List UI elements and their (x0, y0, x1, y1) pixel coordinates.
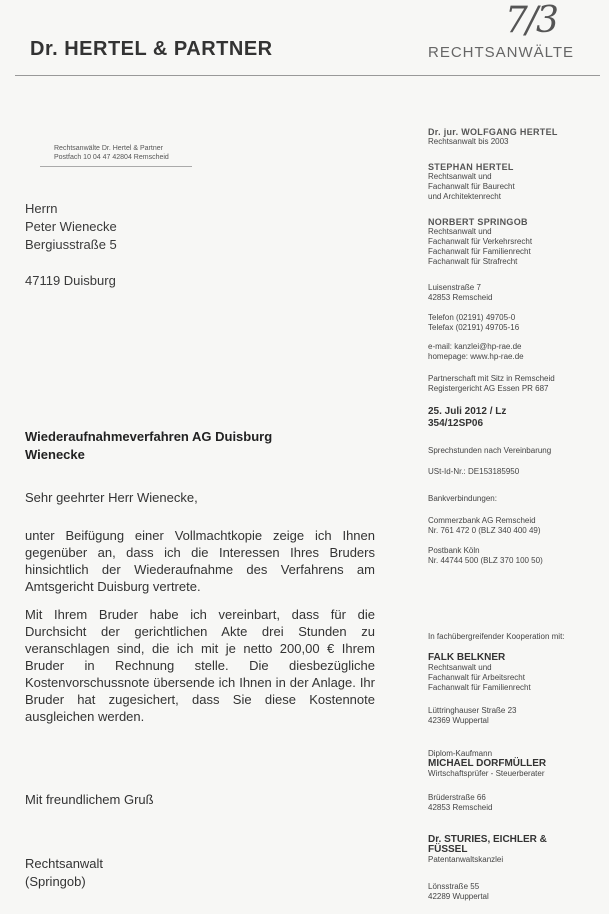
coop-1-line: Rechtsanwalt und (428, 663, 492, 672)
signer-name: (Springob) (25, 874, 86, 889)
cooperation-partner-1-address (428, 706, 517, 726)
sender-return-address (54, 144, 169, 162)
cooperation-partner-2 (428, 749, 546, 779)
partner-3-line: Fachanwalt für Strafrecht (428, 257, 518, 266)
handwritten-mark: 7/3 (505, 0, 557, 41)
cooperation-partner-3-address (428, 882, 489, 902)
body-paragraph-1: unter Beifügung einer Vollmachtkopie zeige ich Ihnen gegenüber an, dass ich die Interessen Ihres Bruders hinsichtlich der Wiederaufnahme des Verfahrens am Amtsgericht Duisburg vertrete. (25, 528, 375, 594)
cooperation-partner-1 (428, 653, 531, 693)
partnership-line-1: Partnerschaft mit Sitz in Remscheid (428, 374, 555, 383)
bank-2-number: Nr. 44744 500 (BLZ 370 100 50) (428, 556, 543, 565)
partner-1 (428, 127, 558, 147)
bank-2 (428, 546, 543, 566)
office-address (428, 283, 492, 303)
subject-line-1: Wiederaufnahmeverfahren AG Duisburg (25, 429, 273, 444)
recipient-address (25, 200, 117, 290)
letter-date: 25. Juli 2012 / Lz (428, 406, 507, 417)
bank-2-name: Postbank Köln (428, 546, 480, 555)
sender-divider (40, 166, 192, 167)
body-paragraph-2: Mit Ihrem Bruder habe ich vereinbart, dass für die Durchsicht der gerichtlichen Akte drei Stunden zu veranschlagen sind, die ich mit je netto 200,00 € Ihrem Bruder in Rechnung stelle. Die diesbezügliche Kostenvorschussnote übersende ich Ihnen in der Anlage. Ihr Bruder hat zugesichert, dass Sie diese Kostennote ausgleichen werden. (25, 607, 375, 724)
letter-subject (25, 428, 272, 464)
partner-2-line: Rechtsanwalt und (428, 172, 492, 181)
coop-1-name: FALK BELKNER (428, 652, 506, 663)
partner-1-name: Dr. jur. WOLFGANG HERTEL (428, 127, 558, 137)
contact-web (428, 342, 524, 362)
letter-closing: Mit freundlichem Gruß (25, 792, 154, 807)
coop-3-role: Patentanwaltskanzlei (428, 855, 504, 864)
coop-3-city: 42289 Wuppertal (428, 892, 489, 901)
office-street: Luisenstraße 7 (428, 283, 481, 292)
partnership-info (428, 374, 555, 394)
homepage: homepage: www.hp-rae.de (428, 352, 524, 361)
bank-1 (428, 516, 541, 536)
coop-2-city: 42853 Remscheid (428, 803, 493, 812)
coop-3-street: Lönsstraße 55 (428, 882, 480, 891)
partner-1-note: Rechtsanwalt bis 2003 (428, 137, 509, 146)
bank-1-number: Nr. 761 472 0 (BLZ 340 400 49) (428, 526, 541, 535)
coop-3-name-line-2: FÜSSEL (428, 844, 468, 855)
file-reference: 354/12SP06 (428, 418, 484, 429)
partner-2 (428, 162, 515, 202)
header-divider (15, 75, 600, 76)
cooperation-partner-2-address (428, 793, 492, 813)
email: e-mail: kanzlei@hp-rae.de (428, 342, 522, 351)
recipient-salutation-line: Herrn (25, 201, 58, 216)
firm-name: Dr. HERTEL & PARTNER (30, 38, 273, 60)
cooperation-partner-3 (428, 835, 547, 865)
phone: Telefon (02191) 49705-0 (428, 313, 516, 322)
sender-line-2: Postfach 10 04 47 42804 Remscheid (54, 154, 169, 161)
coop-2-street: Brüderstraße 66 (428, 793, 486, 802)
signer-title: Rechtsanwalt (25, 856, 104, 871)
cooperation-label: In fachübergreifender Kooperation mit: (428, 632, 565, 641)
partner-2-line: Fachanwalt für Baurecht (428, 182, 515, 191)
partner-2-name: STEPHAN HERTEL (428, 162, 514, 172)
partner-3-line: Rechtsanwalt und (428, 227, 492, 236)
coop-1-line: Fachanwalt für Arbeitsrecht (428, 673, 525, 682)
sender-line-1: Rechtsanwälte Dr. Hertel & Partner (54, 145, 163, 152)
firm-type: RECHTSANWÄLTE (428, 44, 575, 61)
recipient-street: Bergiusstraße 5 (25, 237, 117, 252)
office-city: 42853 Remscheid (428, 293, 493, 302)
partner-3-name: NORBERT SPRINGOB (428, 217, 528, 227)
coop-2-name: MICHAEL DORFMÜLLER (428, 758, 547, 769)
letter-salutation: Sehr geehrter Herr Wienecke, (25, 490, 198, 505)
recipient-city: 47119 Duisburg (25, 273, 116, 288)
partner-3 (428, 217, 532, 267)
partnership-line-2: Registergericht AG Essen PR 687 (428, 384, 549, 393)
office-hours: Sprechstunden nach Vereinbarung (428, 446, 552, 455)
coop-1-street: Lüttringhauser Straße 23 (428, 706, 517, 715)
partner-3-line: Fachanwalt für Familienrecht (428, 247, 531, 256)
partner-2-line: und Architektenrecht (428, 192, 501, 201)
vat-id: USt-Id-Nr.: DE153185950 (428, 467, 520, 476)
coop-2-role: Wirtschaftsprüfer - Steuerberater (428, 769, 545, 778)
signature-block (25, 855, 103, 891)
subject-line-2: Wienecke (25, 447, 85, 462)
bank-1-name: Commerzbank AG Remscheid (428, 516, 536, 525)
fax: Telefax (02191) 49705-16 (428, 323, 520, 332)
contact-phone-fax (428, 313, 519, 333)
date-reference (428, 406, 506, 430)
partner-3-line: Fachanwalt für Verkehrsrecht (428, 237, 533, 246)
coop-3-name-line-1: Dr. STURIES, EICHLER & (428, 834, 547, 845)
coop-1-city: 42369 Wuppertal (428, 716, 489, 725)
coop-2-title: Diplom-Kaufmann (428, 749, 493, 758)
bank-label: Bankverbindungen: (428, 494, 497, 503)
coop-1-line: Fachanwalt für Familienrecht (428, 683, 531, 692)
recipient-name: Peter Wienecke (25, 219, 117, 234)
